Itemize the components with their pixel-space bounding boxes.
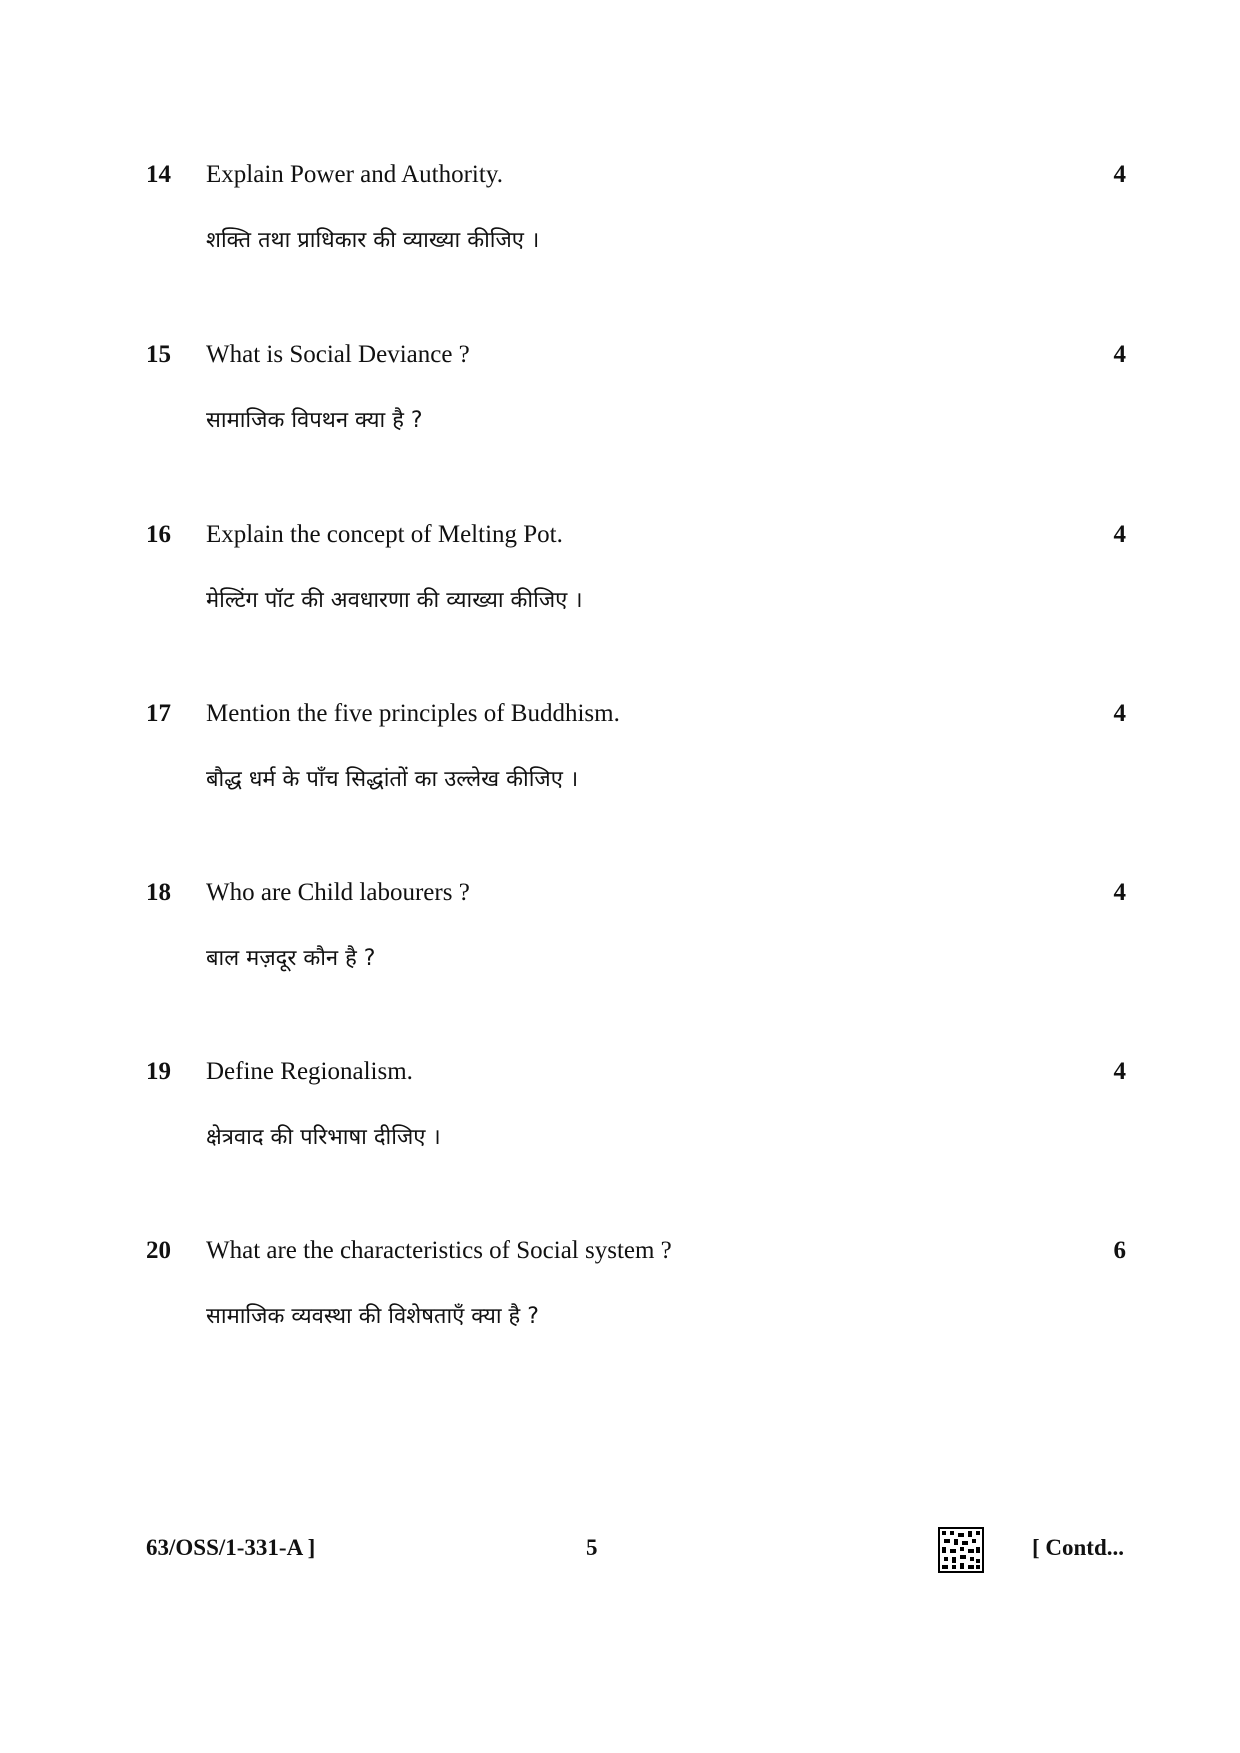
question-19 <box>146 1057 1136 1177</box>
question-text-english: Who are Child labourers ? <box>206 879 470 906</box>
question-18 <box>146 878 1136 998</box>
question-number: 17 <box>146 700 171 727</box>
question-marks: 4 <box>1113 879 1126 906</box>
paper-code: 63/OSS/1-331-A ] <box>146 1535 316 1560</box>
question-marks: 4 <box>1113 161 1126 188</box>
question-marks: 4 <box>1113 341 1126 368</box>
question-text-english: What is Social Deviance ? <box>206 341 470 368</box>
question-14 <box>146 160 1136 280</box>
question-15 <box>146 340 1136 460</box>
question-marks: 6 <box>1113 1237 1126 1264</box>
page-footer <box>146 1533 1136 1573</box>
continued-label: [ Contd... <box>1031 1535 1124 1560</box>
question-text-english: Explain Power and Authority. <box>206 161 503 188</box>
question-marks: 4 <box>1113 521 1126 548</box>
question-text-english: Define Regionalism. <box>206 1058 413 1085</box>
question-marks: 4 <box>1113 1058 1126 1085</box>
question-number: 15 <box>146 341 171 368</box>
question-number: 20 <box>146 1237 171 1264</box>
question-text-hindi: सामाजिक व्यवस्था की विशेषताएँ क्या है ? <box>206 1304 539 1329</box>
question-text-hindi: क्षेत्रवाद की परिभाषा दीजिए । <box>206 1125 441 1150</box>
question-text-english: What are the characteristics of Social system ? <box>206 1237 672 1264</box>
qr-code-icon <box>938 1527 984 1573</box>
question-20 <box>146 1236 1136 1356</box>
question-number: 19 <box>146 1058 171 1085</box>
question-number: 14 <box>146 161 171 188</box>
question-text-hindi: बौद्ध धर्म के पाँच सिद्धांतों का उल्लेख कीजिए । <box>206 767 579 792</box>
question-text-hindi: शक्ति तथा प्राधिकार की व्याख्या कीजिए । <box>206 228 540 253</box>
page-number: 5 <box>586 1535 598 1560</box>
question-text-hindi: मेल्टिंग पॉट की अवधारणा की व्याख्या कीजिए । <box>206 588 583 613</box>
question-text-hindi: बाल मज़दूर कौन है ? <box>206 946 376 971</box>
question-number: 18 <box>146 879 171 906</box>
question-text-english: Explain the concept of Melting Pot. <box>206 521 563 548</box>
question-text-hindi: सामाजिक विपथन क्या है ? <box>206 408 423 433</box>
question-text-english: Mention the five principles of Buddhism. <box>206 700 620 727</box>
question-marks: 4 <box>1113 700 1126 727</box>
question-17 <box>146 699 1136 819</box>
question-number: 16 <box>146 521 171 548</box>
question-16 <box>146 520 1136 640</box>
